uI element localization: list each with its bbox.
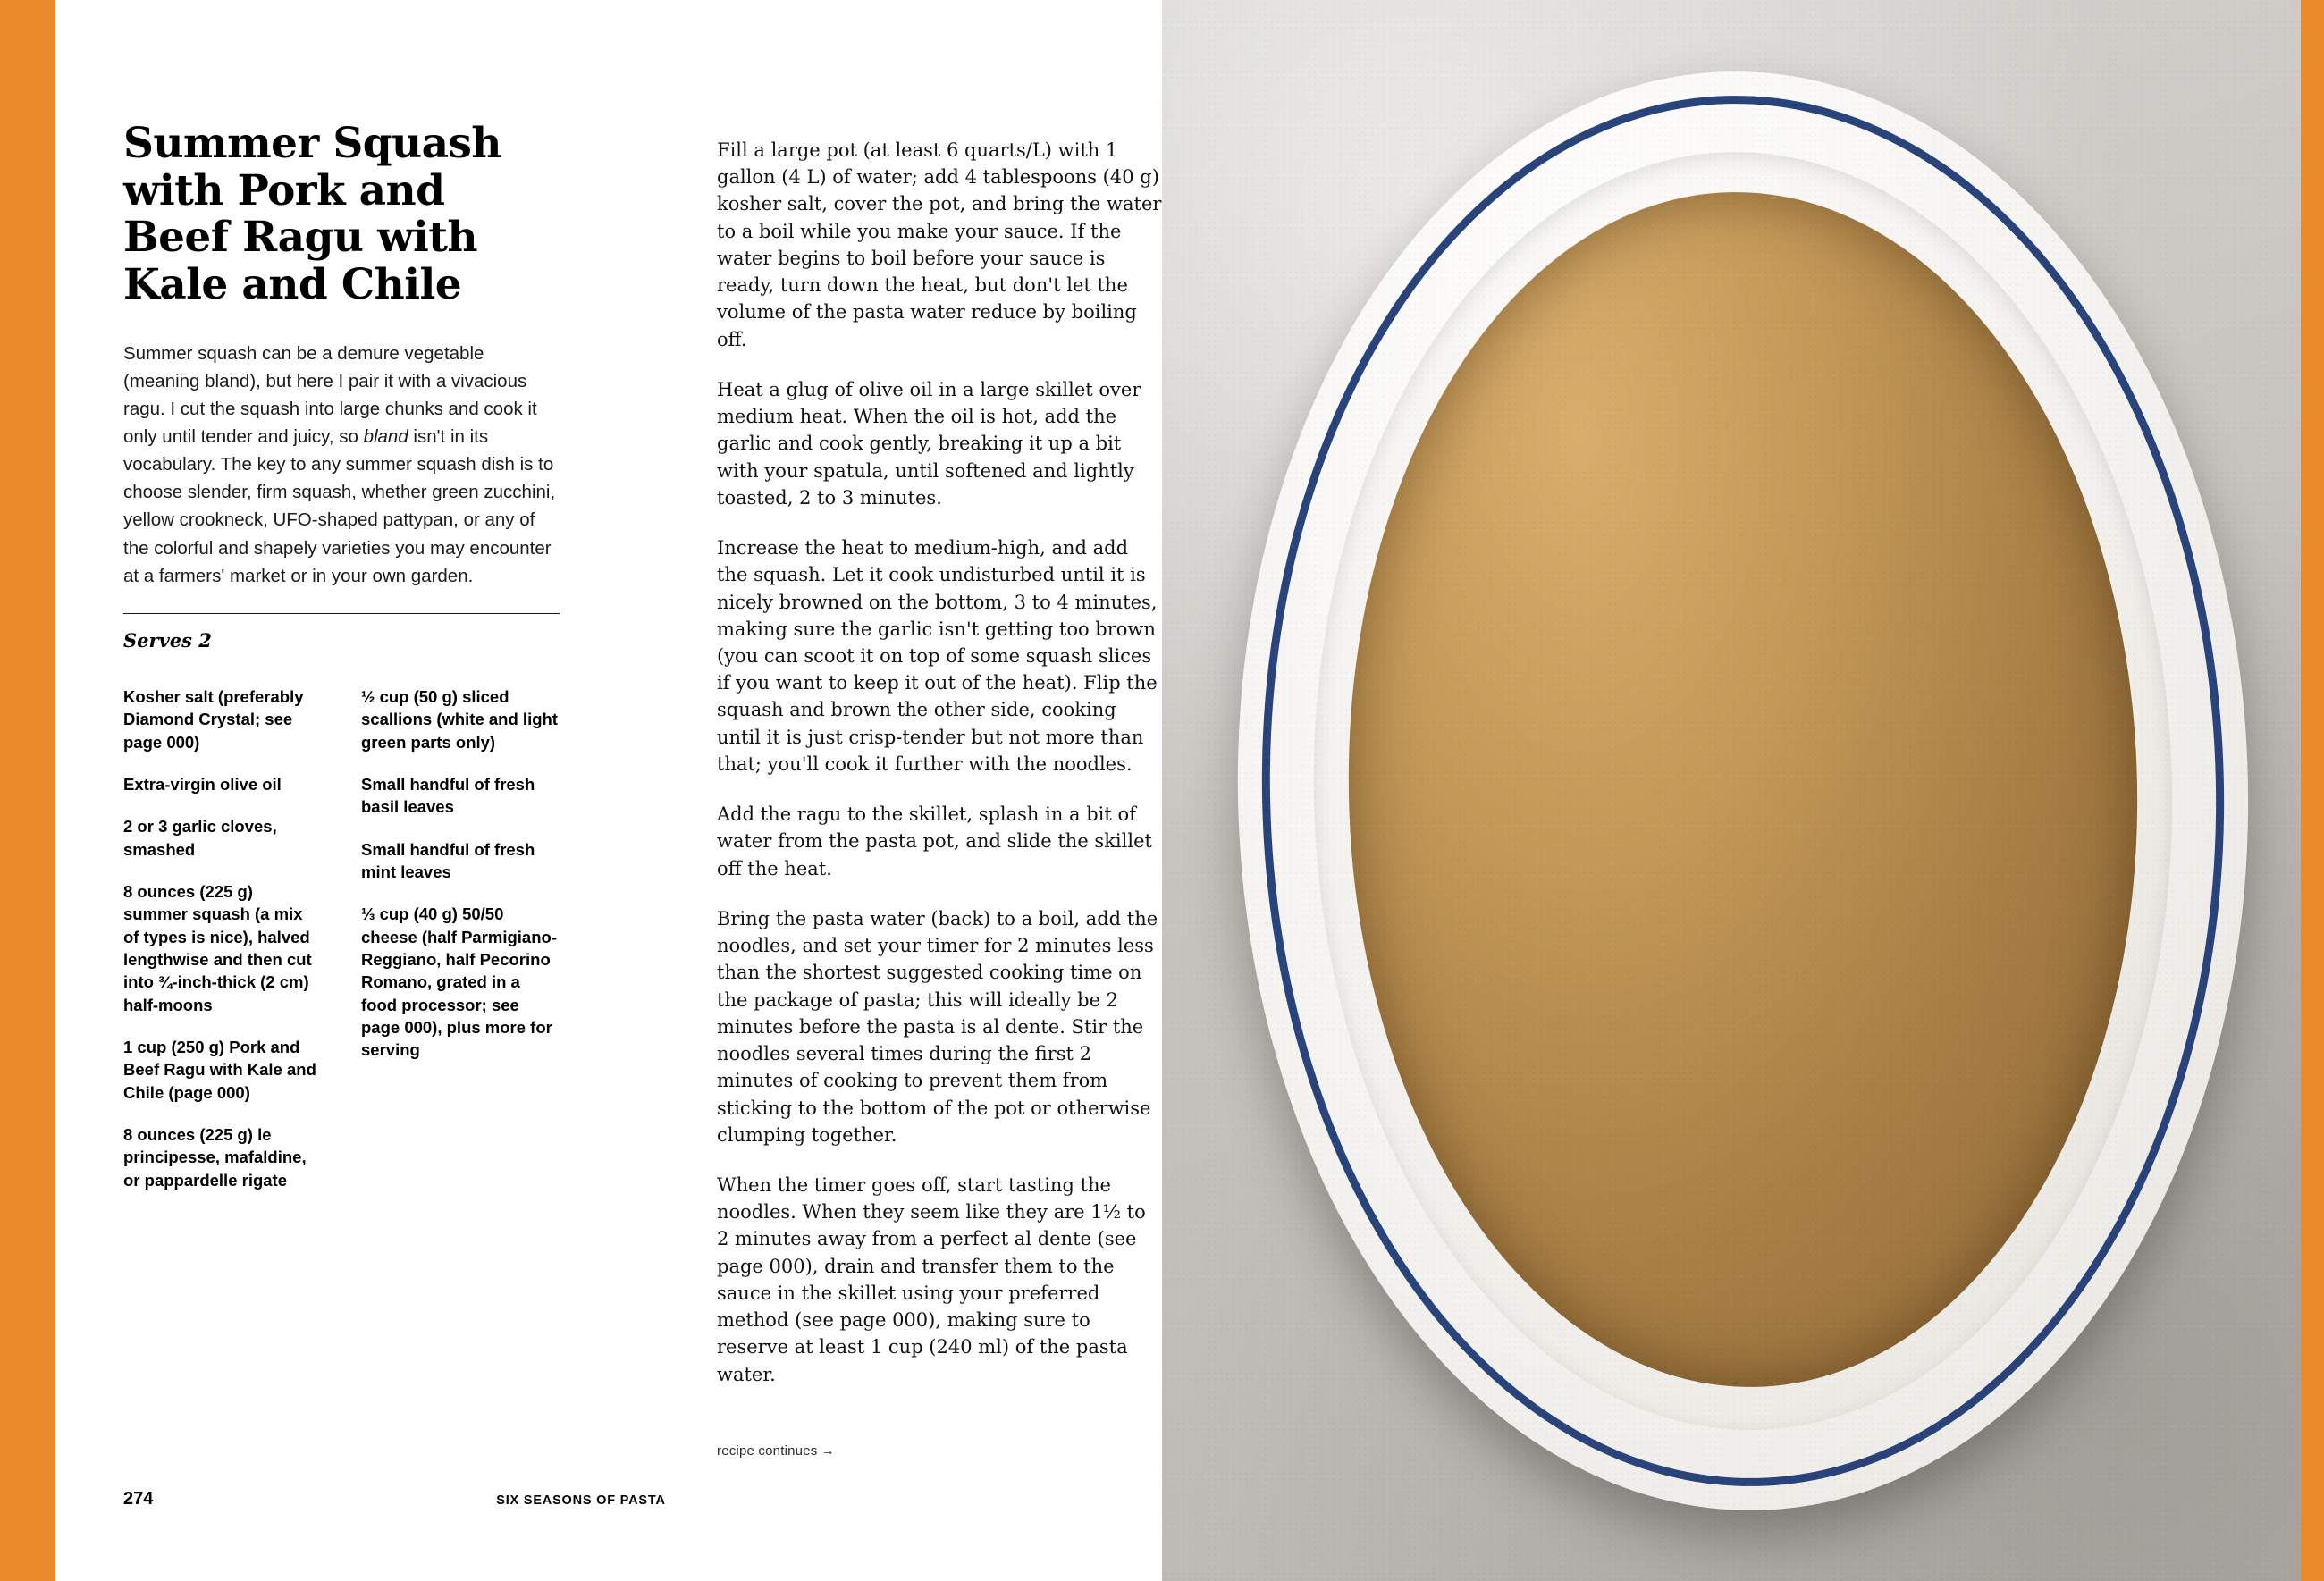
ingredient-item: Kosher salt (preferably Diamond Crystal; see page 000) (123, 686, 304, 752)
recipe-content (123, 119, 1162, 1459)
recipe-step: Heat a glug of olive oil in a large skillet over medium heat. When the oil is hot, add the garlic and cook gently, breaking it up a bit with your spatula, until softened and lightly toasted, 2 to 3 minutes. (717, 378, 1141, 509)
recipe-step: Bring the pasta water (back) to a boil, add the noodles, and set your timer for 2 minutes less than the shortest suggested cooking time on the package of pasta; this will ideally be 2 minutes before the pasta is al dente. Stir the noodles several times during the first 2 minutes of cooking to prevent them from sticking to the bottom of the pot or otherwise clumping together. (717, 907, 1158, 1146)
pasta-dish (1336, 184, 2149, 1394)
recipe-step: Fill a large pot (at least 6 quarts/L) with 1 gallon (4 L) of water; add 4 tablespoons (40 g) kosher salt, cover the pot, and bring the water to a boil while you make your sauce. If the water begins to boil before your sauce is ready, turn down the heat, but don't let the volume of the pasta water reduce by boiling off. (717, 139, 1162, 350)
recipe-right-column (717, 137, 1162, 1459)
divider (123, 613, 560, 614)
ingredients-column-1 (123, 685, 322, 1211)
recipe-headnote: Summer squash can be a demure vegetable (meaning bland), but here I pair it with a vivacious ragu. I cut the squash into large chunks and cook it only until tender and juicy, so bland isn't in its vocabulary. The key to any summer squash dish is to choose slender, firm squash, whether green zucchini, yellow crookneck, UFO-shaped pattypan, or any of the colorful and shapely varieties you may encounter at a farmers' market or in your own garden. (123, 342, 556, 586)
page-bleed-right (2301, 0, 2324, 1581)
ingredient-item: Small handful of fresh mint leaves (361, 839, 535, 881)
ingredient-item: 2 or 3 garlic cloves, smashed (123, 817, 277, 859)
recipe-step: Increase the heat to medium-high, and add the squash. Let it cook undisturbed until it is nicely browned on the bottom, 3 to 4 minutes, making sure the garlic isn't getting too brown (you can scoot it on top of some squash slices if you want to keep it out of the heat). Flip the squash and brown the other side, cooking until it is just crisp-tender but not more than that; you'll cook it further with the noodles. (717, 537, 1158, 775)
ingredients-list (123, 685, 560, 1211)
page-number: 274 (123, 1489, 154, 1509)
ingredient-item: 8 ounces (225 g) le principesse, mafaldine, or pappardelle rigate (123, 1125, 307, 1190)
ingredient-item: Extra-virgin olive oil (123, 774, 282, 794)
ingredient-item: ⅓ cup (40 g) 50/50 cheese (half Parmigiano-Reggiano, half Pecorino Romano, grated in a food processor; see page 000), plus more for serving (361, 904, 557, 1060)
ingredient-item: Small handful of fresh basil leaves (361, 774, 535, 817)
running-head: SIX SEASONS OF PASTA (496, 1493, 666, 1508)
ingredients-column-2 (361, 685, 560, 1211)
pasta-shadow (1336, 184, 2149, 1394)
recipe-left-column (123, 121, 560, 1211)
photo-page (1162, 0, 2324, 1581)
recipe-continues-note: recipe continues → (717, 1442, 836, 1459)
recipe-step: Add the ragu to the skillet, splash in a bit of water from the pasta pot, and slide the skillet off the heat. (717, 803, 1152, 879)
recipe-step: When the timer goes off, start tasting the noodles. When they seem like they are 1½ to 2 minutes away from a perfect al dente (see page 000), drain and transfer them to the sauce in the skillet using your preferred method (see page 000), making sure to reserve at least 1 cup (240 ml) of the pasta water. (717, 1173, 1146, 1385)
page-bleed-left (0, 0, 55, 1581)
platter-blue-rim (1248, 86, 2238, 1495)
platter-well (1301, 143, 2185, 1438)
serves-label: Serves 2 (123, 628, 212, 652)
ingredient-item: 1 cup (250 g) Pork and Beef Ragu with Kale and Chile (page 000) (123, 1038, 316, 1102)
ingredient-item: 8 ounces (225 g) summer squash (a mix of types is nice), halved lengthwise and then cut into ¾-inch-thick (2 cm) half-moons (123, 881, 312, 1014)
ingredient-item: ½ cup (50 g) sliced scallions (white and light green parts only) (361, 686, 558, 752)
platter (1223, 61, 2262, 1520)
food-photograph (1162, 0, 2324, 1581)
page-title: Summer Squash with Pork and Beef Ragu with Kale and Chile (123, 119, 501, 309)
